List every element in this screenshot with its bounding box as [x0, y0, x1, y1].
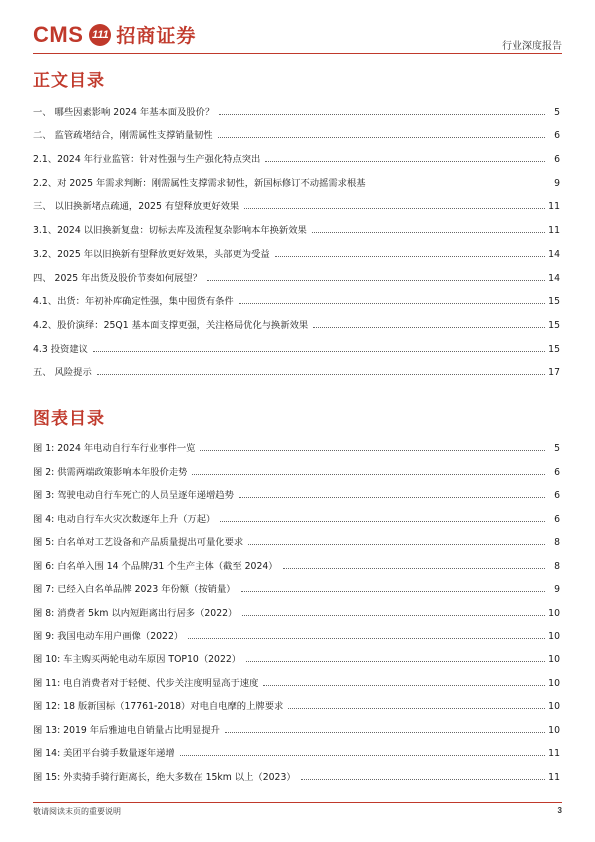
figure-entry-page: 11 [548, 771, 560, 783]
dot-leader [263, 685, 545, 686]
footer-disclaimer: 敬请阅读末页的重要说明 [33, 807, 121, 816]
figure-entry-label: 图 13: 2019 年后雅迪电自销量占比明显提升 [33, 724, 220, 736]
figure-entry[interactable] [33, 712, 560, 735]
figure-entry[interactable] [33, 595, 560, 618]
figure-entry-page: 6 [554, 490, 560, 502]
figure-entry[interactable] [33, 572, 560, 595]
figures-list [33, 431, 560, 783]
logo-badge-icon: 111 [89, 24, 111, 46]
figures-title: 图表目录 [33, 409, 105, 429]
figure-entry-label: 图 5: 白名单对工艺设备和产品质量提出可量化要求 [33, 537, 244, 549]
dot-leader [192, 474, 545, 475]
dot-leader [246, 661, 545, 662]
figure-entry[interactable] [33, 525, 560, 548]
toc-entry[interactable] [33, 307, 560, 331]
toc-entry[interactable] [33, 284, 560, 308]
dot-leader [225, 732, 545, 733]
toc-entry-label: 4.2、股价演绎：25Q1 基本面支撑更强，关注格局优化与换新效果 [33, 319, 309, 331]
toc-entry[interactable] [33, 331, 560, 355]
toc-entry-label: 3.1、2024 以旧换新复盘：切标去库及流程复杂影响本年换新效果 [33, 225, 307, 237]
dot-leader [93, 351, 545, 352]
toc-entry-page: 14 [548, 272, 560, 284]
figure-entry-page: 10 [548, 724, 560, 736]
figure-entry-page: 10 [548, 677, 560, 689]
toc-entry[interactable] [33, 260, 560, 284]
toc-entry[interactable] [33, 165, 560, 189]
figure-entry-page: 6 [554, 466, 560, 478]
figure-entry-label: 图 14: 美团平台骑手数量逐年递增 [33, 748, 175, 760]
figure-entry-label: 图 10: 车主购买两轮电动车原因 TOP10（2022） [33, 654, 242, 666]
dot-leader [244, 208, 545, 209]
dot-leader [97, 374, 545, 375]
figure-entry-page: 10 [548, 630, 560, 642]
figure-entry-label: 图 7: 已经入白名单品牌 2023 年份额（按销量） [33, 584, 236, 596]
dot-leader [301, 779, 545, 780]
figure-entry[interactable] [33, 759, 560, 782]
logo-chinese-name: 招商证券 [116, 25, 197, 47]
toc-entry-page: 11 [548, 201, 560, 213]
header-divider [33, 53, 562, 54]
figure-entry-label: 图 3: 驾驶电动自行车死亡的人员呈逐年递增趋势 [33, 490, 234, 502]
dot-leader [242, 615, 545, 616]
dot-leader [220, 521, 545, 522]
page-header [0, 0, 595, 56]
figure-entry-page: 11 [548, 748, 560, 760]
figure-entry-page: 10 [548, 607, 560, 619]
dot-leader [248, 544, 545, 545]
figure-entry-label: 图 6: 白名单入围 14 个品牌/31 个生产主体（截至 2024） [33, 560, 278, 572]
toc-entry-label: 2.1、2024 年行业监管：针对性强与生产强化特点突出 [33, 154, 261, 166]
figure-entry[interactable] [33, 501, 560, 524]
figure-entry[interactable] [33, 431, 560, 454]
figure-entry-label: 图 15: 外卖骑手骑行距离长，绝大多数在 15km 以上（2023） [33, 771, 296, 783]
logo-cms-text: CMS [33, 21, 84, 47]
figure-entry-label: 图 9: 我国电动车用户画像（2022） [33, 630, 184, 642]
toc-entry[interactable] [33, 141, 560, 165]
toc-entry-label: 一、 哪些因素影响 2024 年基本面及股价？ [33, 106, 215, 118]
footer-divider [33, 802, 562, 803]
figure-entry-page: 8 [554, 560, 560, 572]
dot-leader [188, 638, 545, 639]
toc-entry[interactable] [33, 189, 560, 213]
toc-entry-label: 二、 监管疏堵结合，刚需属性支撑销量韧性 [33, 130, 213, 142]
dot-leader [312, 232, 545, 233]
toc-entry-page: 15 [548, 296, 560, 308]
toc-entry-page: 15 [548, 319, 560, 331]
toc-entry-label: 五、 风险提示 [33, 367, 92, 379]
figure-entry[interactable] [33, 689, 560, 712]
toc-list [33, 94, 560, 378]
dot-leader [313, 327, 545, 328]
figure-entry[interactable] [33, 736, 560, 759]
toc-entry-page: 11 [548, 225, 560, 237]
dot-leader [241, 591, 545, 592]
toc-entry-page: 6 [554, 154, 560, 166]
dot-leader [218, 137, 545, 138]
figure-entry-page: 6 [554, 513, 560, 525]
dot-leader [180, 755, 545, 756]
toc-entry-page: 14 [548, 248, 560, 260]
dot-leader [200, 450, 545, 451]
toc-entry-page: 6 [554, 130, 560, 142]
toc-entry-page: 5 [554, 106, 560, 118]
toc-entry-label: 4.3 投资建议 [33, 343, 88, 355]
figure-entry[interactable] [33, 478, 560, 501]
toc-entry[interactable] [33, 236, 560, 260]
dot-leader [288, 708, 545, 709]
dot-leader [265, 161, 545, 162]
figure-entry[interactable] [33, 642, 560, 665]
toc-entry-page: 17 [548, 367, 560, 379]
figure-entry-label: 图 1: 2024 年电动自行车行业事件一览 [33, 443, 196, 455]
dot-leader [275, 256, 545, 257]
dot-leader [283, 568, 545, 569]
dot-leader [207, 280, 545, 281]
toc-entry[interactable] [33, 94, 560, 118]
figure-entry[interactable] [33, 665, 560, 688]
figure-entry-label: 图 8: 消费者 5km 以内短距离出行居多（2022） [33, 607, 238, 619]
figure-entry-page: 5 [554, 443, 560, 455]
figure-entry-page: 9 [554, 584, 560, 596]
toc-entry-page: 9 [554, 177, 560, 189]
toc-entry-label: 4.1、出货：年初补库确定性强，集中囤货有条件 [33, 296, 234, 308]
toc-entry-label: 四、 2025 年出货及股价节奏如何展望？ [33, 272, 203, 284]
toc-entry-label: 三、 以旧换新堵点疏通，2025 有望释放更好效果 [33, 201, 240, 213]
toc-title: 正文目录 [33, 71, 105, 91]
dot-leader [239, 303, 545, 304]
figure-entry[interactable] [33, 619, 560, 642]
figure-entry-page: 10 [548, 701, 560, 713]
dot-leader [219, 114, 545, 115]
figure-entry[interactable] [33, 454, 560, 477]
report-type-label: 行业深度报告 [502, 41, 562, 52]
toc-entry[interactable] [33, 212, 560, 236]
figure-entry-label: 图 2: 供需两端政策影响本年股价走势 [33, 466, 188, 478]
figure-entry-label: 图 4: 电动自行车火灾次数逐年上升（万起） [33, 513, 216, 525]
figure-entry-page: 8 [554, 537, 560, 549]
toc-entry-page: 15 [548, 343, 560, 355]
dot-leader [239, 497, 545, 498]
toc-entry-label: 2.2、对 2025 年需求判断：刚需属性支撑需求韧性，新国标修订不动摇需求根基 [33, 177, 366, 189]
figure-entry-label: 图 12: 18 版新国标（17761-2018）对电自电摩的上牌要求 [33, 701, 284, 713]
figure-entry-label: 图 11: 电自消费者对于轻便、代步关注度明显高于速度 [33, 677, 259, 689]
toc-entry[interactable] [33, 355, 560, 379]
toc-entry[interactable] [33, 118, 560, 142]
page-number: 3 [557, 806, 562, 815]
figure-entry-page: 10 [548, 654, 560, 666]
company-logo [33, 21, 196, 48]
toc-entry-label: 3.2、2025 年以旧换新有望释放更好效果，头部更为受益 [33, 248, 270, 260]
figure-entry[interactable] [33, 548, 560, 571]
